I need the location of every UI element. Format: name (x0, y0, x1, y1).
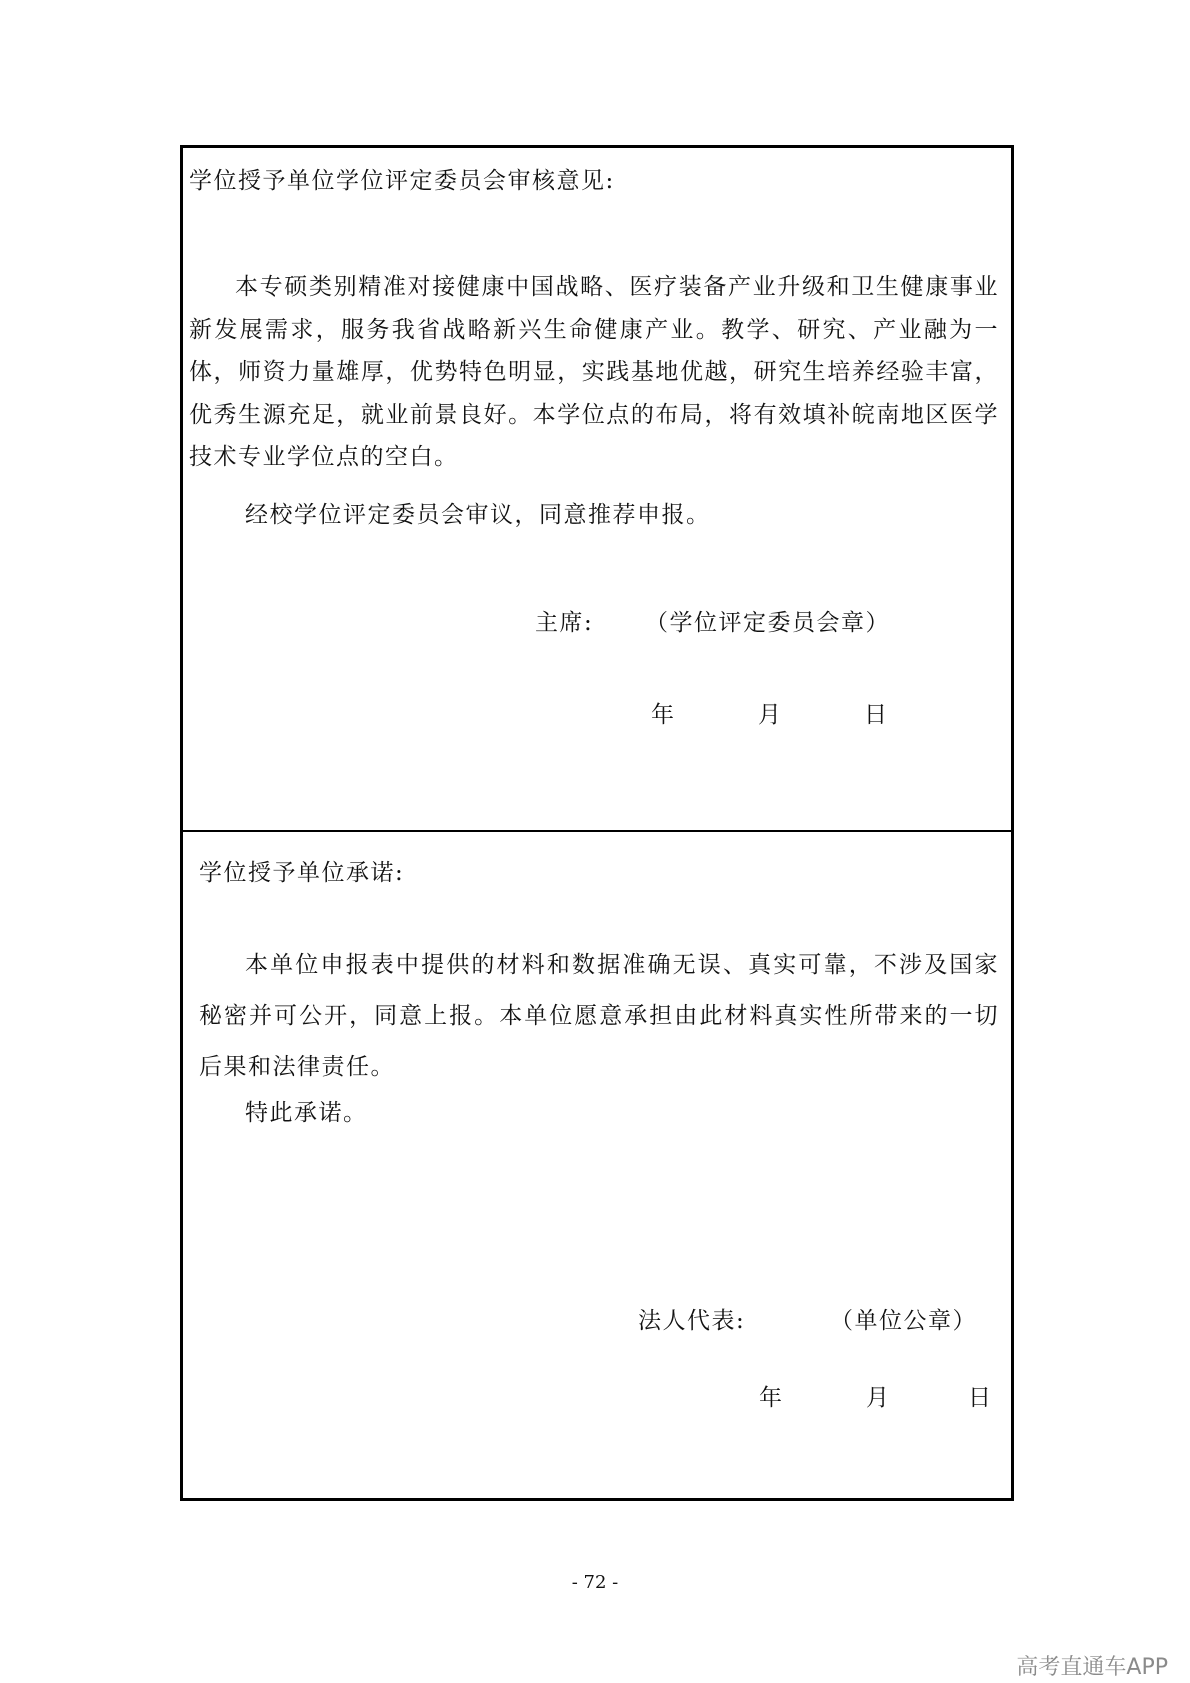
review-heading: 学位授予单位学位评定委员会审核意见: (189, 168, 615, 194)
page-number: - 72 - (571, 1572, 619, 1593)
commitment-heading: 学位授予单位承诺: (199, 860, 405, 886)
chair-label: 主席: (535, 610, 594, 636)
form-table (180, 145, 1014, 1501)
committee-seal-label: （学位评定委员会章） (645, 610, 890, 636)
commitment-closing: 特此承诺。 (245, 1100, 368, 1126)
date-day: 日 (864, 702, 889, 728)
commitment-section (183, 832, 1011, 1498)
review-opinion-section (183, 148, 1011, 832)
review-paragraph: 本专硕类别精准对接健康中国战略、医疗装备产业升级和卫生健康事业新发展需求，服务我省战略新兴生命健康产业。教学、研究、产业融为一体，师资力量雄厚，优势特色明显，实践基地优越，研究生培养经验丰富，优秀生源充足，就业前景良好。本学位点的布局，将有效填补皖南地区医学技术专业学位点的空白。 (189, 274, 999, 470)
unit-seal-label: （单位公章） (830, 1308, 977, 1334)
legal-representative-label: 法人代表: (638, 1308, 746, 1334)
watermark: 高考直通车APP (1016, 1655, 1168, 1680)
date-year: 年 (651, 702, 676, 728)
date-month: 月 (866, 1385, 891, 1411)
date-year: 年 (759, 1385, 784, 1411)
review-conclusion: 经校学位评定委员会审议，同意推荐申报。 (245, 502, 711, 528)
commitment-paragraph: 本单位申报表中提供的材料和数据准确无误、真实可靠，不涉及国家秘密并可公开，同意上报。本单位愿意承担由此材料真实性所带来的一切后果和法律责任。 (199, 952, 999, 1080)
date-month: 月 (758, 702, 783, 728)
date-day: 日 (968, 1385, 993, 1411)
